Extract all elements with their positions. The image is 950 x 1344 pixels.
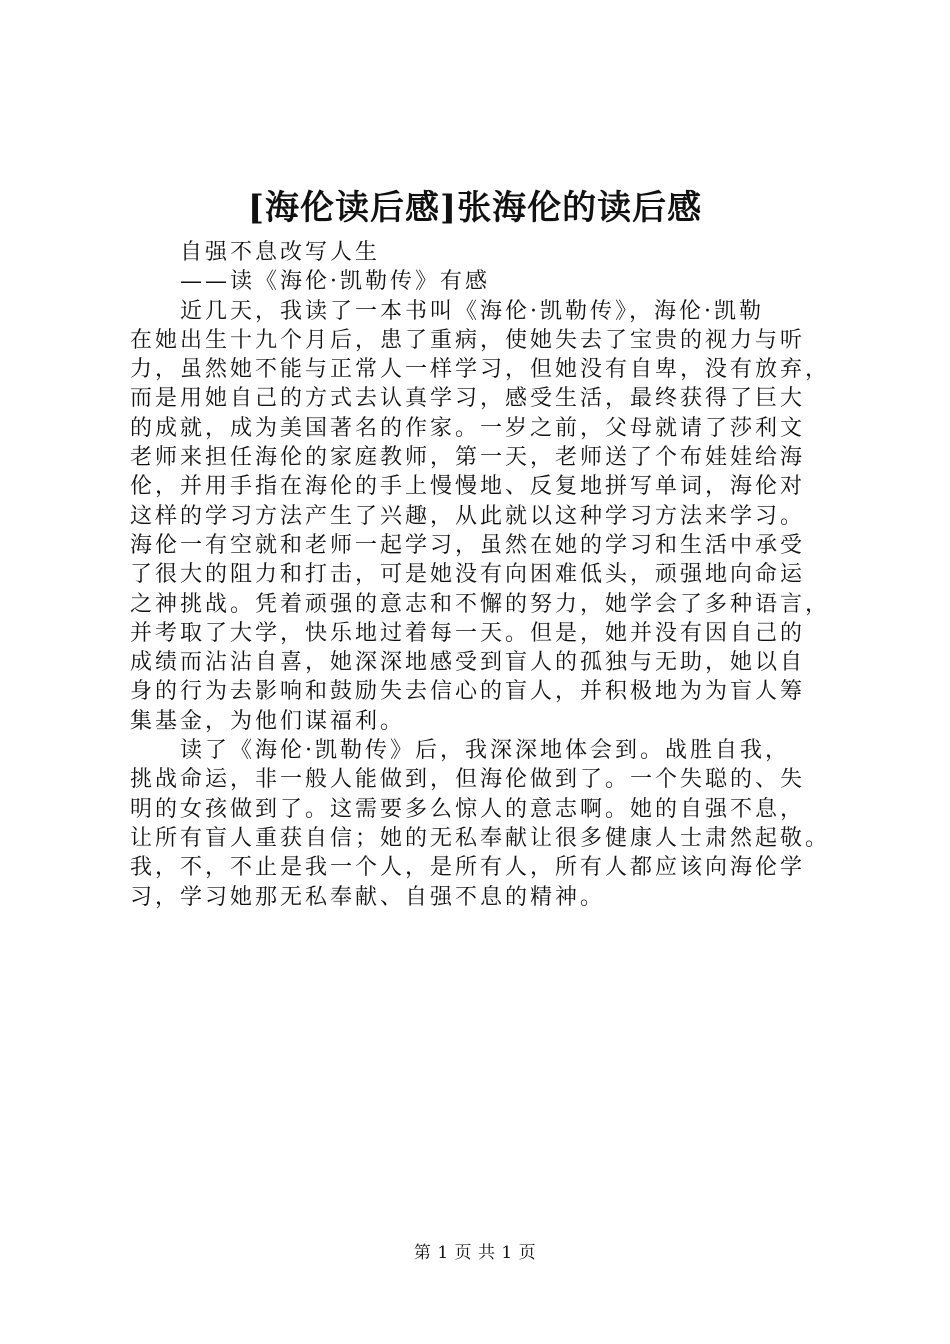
paragraph-line: 在她出生十九个月后，患了重病，使她失去了宝贵的视力与听 <box>130 327 806 353</box>
paragraph-line: 明的女孩做到了。这需要多么惊人的意志啊。她的自强不息， <box>130 796 806 822</box>
paragraph-line: 成绩而沾沾自喜，她深深地感受到盲人的孤独与无助，她以自 <box>130 650 806 676</box>
paragraph-line: 让所有盲人重获自信；她的无私奉献让很多健康人士肃然起敬。 <box>130 825 831 851</box>
paragraph-line: 我，不，不止是我一个人，是所有人，所有人都应该向海伦学 <box>130 855 806 881</box>
paragraph-line: 挑战命运，非一般人能做到，但海伦做到了。一个失聪的、失 <box>130 767 806 793</box>
document-body <box>130 238 830 912</box>
paragraph-2 <box>130 736 830 912</box>
paragraph-line: 力，虽然她不能与正常人一样学习，但她没有自卑，没有放弃， <box>130 357 831 383</box>
paragraph-line: 而是用她自己的方式去认真学习，感受生活，最终获得了巨大 <box>130 386 806 412</box>
paragraph-line: 读了《海伦·凯勒传》后，我深深地体会到。战胜自我， <box>180 738 790 764</box>
paragraph-line: 习，学习她那无私奉献、自强不息的精神。 <box>130 884 606 910</box>
paragraph-line: 老师来担任海伦的家庭教师，第一天，老师送了个布娃娃给海 <box>130 445 806 471</box>
subtitle: 自强不息改写人生 <box>180 240 381 265</box>
paragraph-line: 了很大的阻力和打击，可是她没有向困难低头，顽强地向命运 <box>130 562 806 588</box>
paragraph-line: 并考取了大学，快乐地过着每一天。但是，她并没有因自己的 <box>130 620 806 646</box>
paragraph-line: 海伦一有空就和老师一起学习，虽然在她的学习和生活中承受 <box>130 532 806 558</box>
paragraph-line: 身的行为去影响和鼓励失去信心的盲人，并积极地为为盲人筹 <box>130 679 806 705</box>
paragraph-line: 这样的学习方法产生了兴趣，从此就以这种学习方法来学习。 <box>130 503 806 529</box>
paragraph-line: 近几天，我读了一本书叫《海伦·凯勒传》，海伦·凯勒 <box>180 298 764 324</box>
page-footer: 第 1 页 共 1 页 <box>413 1243 537 1263</box>
paragraph-line: 的成就，成为美国著名的作家。一岁之前，父母就请了莎利文 <box>130 415 806 441</box>
paragraph-1 <box>130 297 830 736</box>
paragraph-line: 伦，并用手指在海伦的手上慢慢地、反复地拼写单词，海伦对 <box>130 474 806 500</box>
subtitle-byline: ——读《海伦·凯勒传》有感 <box>180 269 490 295</box>
paragraph-line: 集基金，为他们谋福利。 <box>130 708 406 734</box>
paragraph-line: 之神挑战。凭着顽强的意志和不懈的努力，她学会了多种语言， <box>130 591 831 617</box>
document-title: [海伦读后感]张海伦的读后感 <box>247 188 703 228</box>
